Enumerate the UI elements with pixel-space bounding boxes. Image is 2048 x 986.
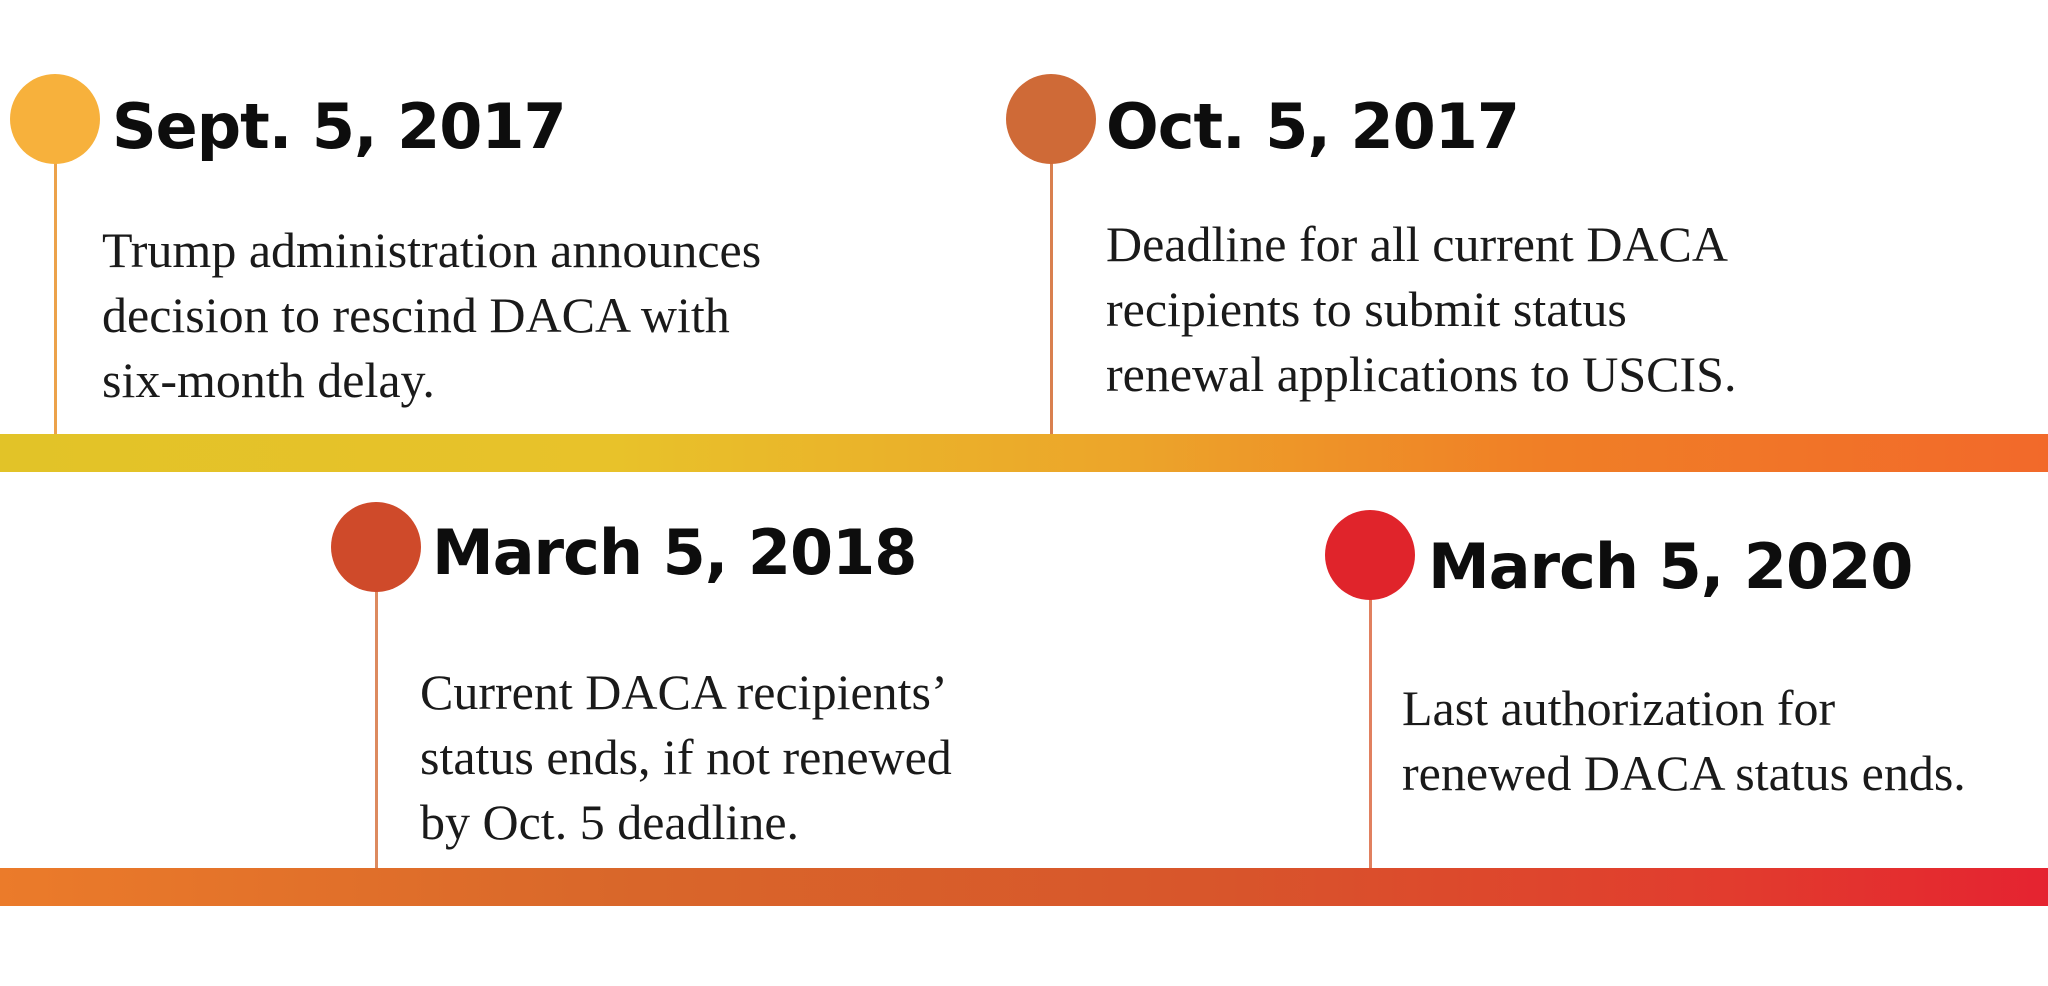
event-stem	[1369, 584, 1372, 868]
timeline-bar-top	[0, 434, 2048, 472]
event-description	[1106, 212, 1736, 407]
event-stem	[375, 576, 378, 868]
event-marker-dot	[331, 502, 421, 592]
description-line: six-month delay.	[102, 352, 435, 408]
description-line: recipients to submit status	[1106, 281, 1627, 337]
event-marker-dot	[10, 74, 100, 164]
event-stem	[1050, 150, 1053, 434]
description-line: Deadline for all current DACA	[1106, 216, 1728, 272]
event-marker-dot	[1325, 510, 1415, 600]
event-date: Sept. 5, 2017	[112, 90, 566, 163]
description-line: Last authorization for	[1402, 680, 1836, 736]
event-date: March 5, 2018	[432, 516, 917, 589]
description-line: Current DACA recipients’	[420, 664, 948, 720]
description-line: status ends, if not renewed	[420, 729, 952, 785]
event-date: Oct. 5, 2017	[1106, 90, 1520, 163]
description-line: renewed DACA status ends.	[1402, 745, 1966, 801]
event-date: March 5, 2020	[1428, 530, 1913, 603]
event-description	[1402, 676, 1966, 806]
description-line: by Oct. 5 deadline.	[420, 794, 800, 850]
event-description	[102, 218, 761, 413]
timeline-bar-bottom	[0, 868, 2048, 906]
event-marker-dot	[1006, 74, 1096, 164]
event-stem	[54, 150, 57, 434]
description-line: Trump administration announces	[102, 222, 762, 278]
event-description	[420, 660, 952, 855]
description-line: decision to rescind DACA with	[102, 287, 730, 343]
description-line: renewal applications to USCIS.	[1106, 346, 1737, 402]
